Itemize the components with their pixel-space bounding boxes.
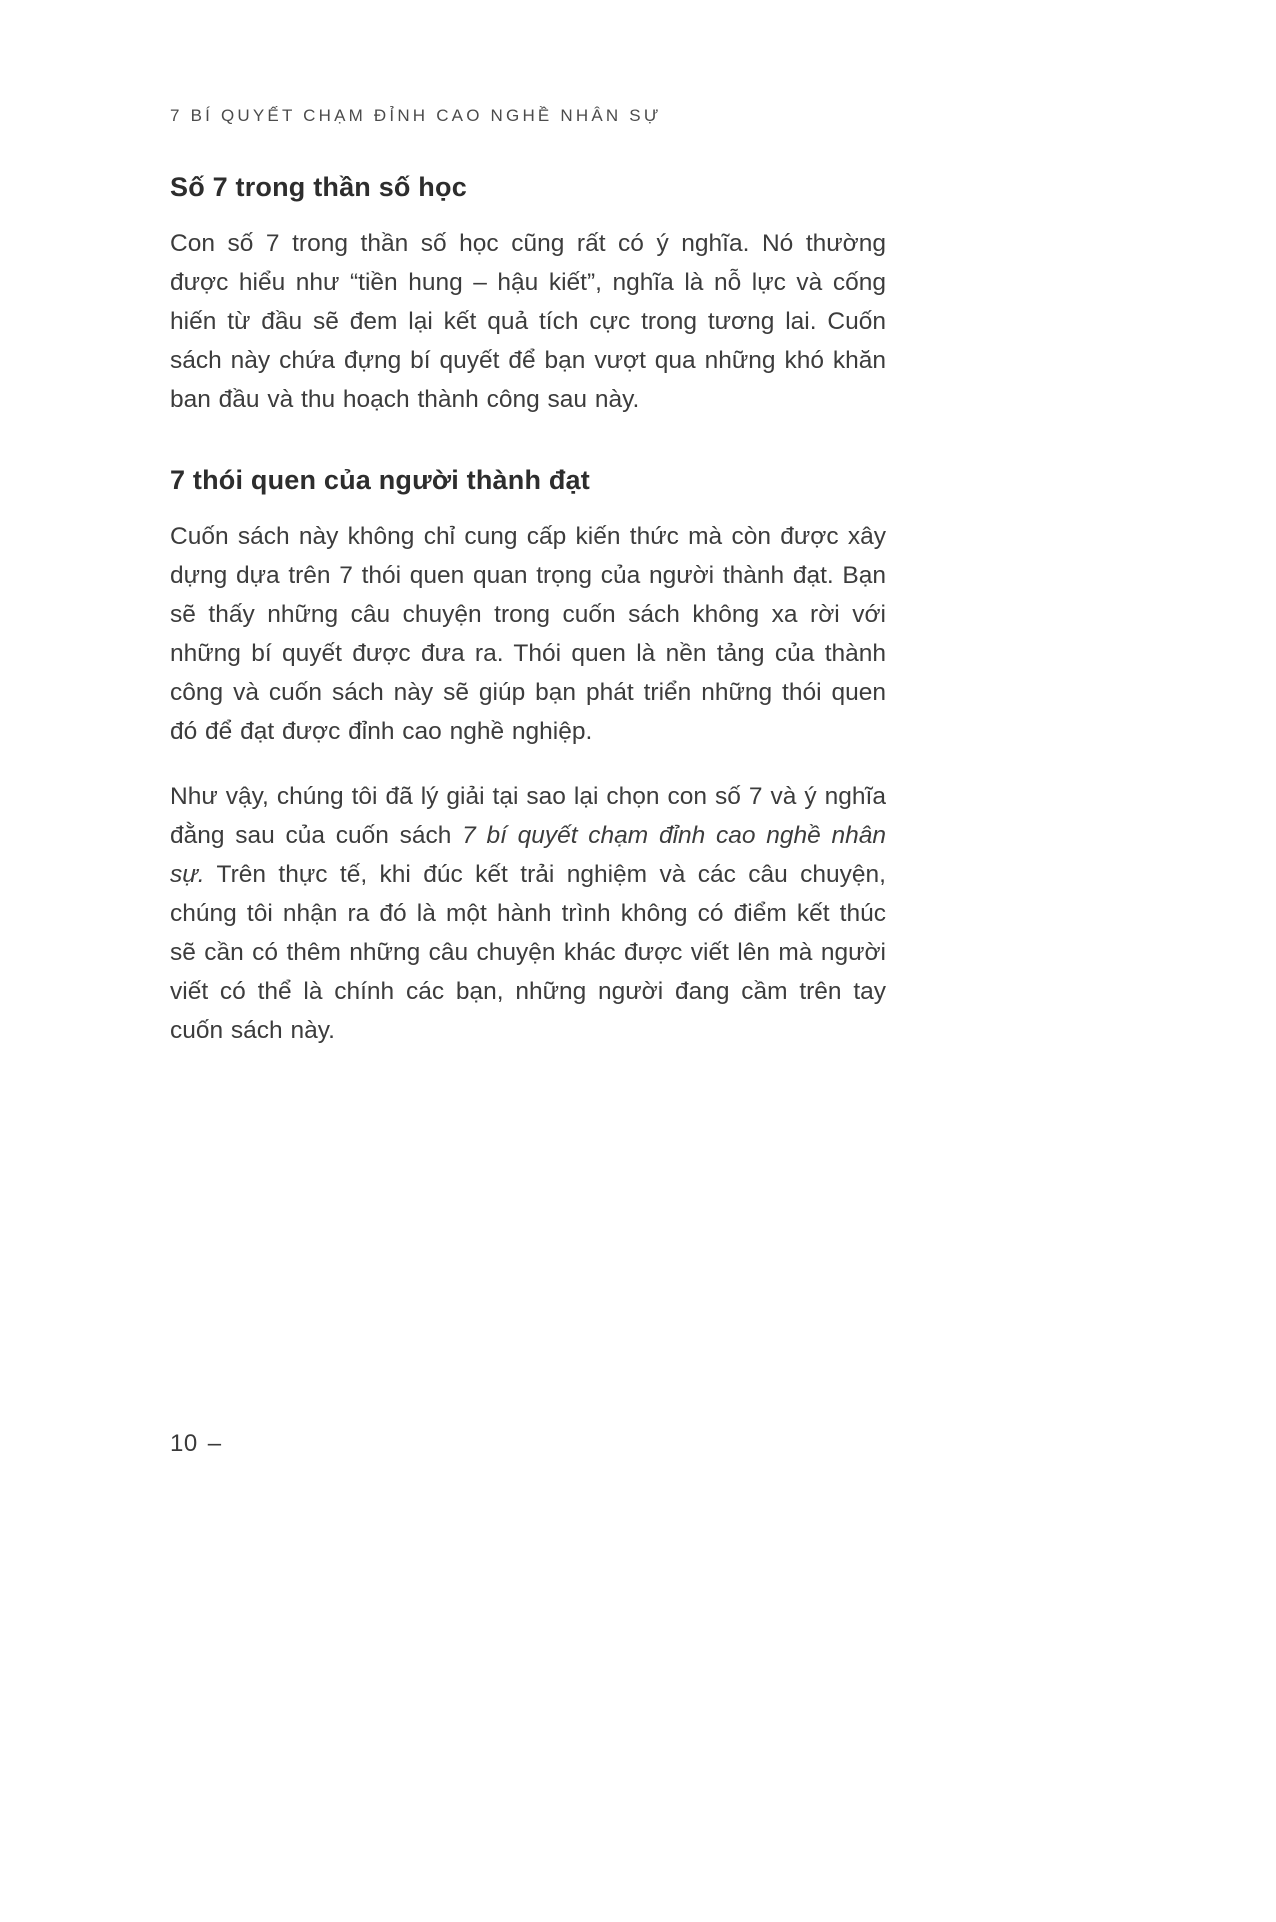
page-footer (170, 1430, 222, 1458)
paragraph-habits: Cuốn sách này không chỉ cung cấp kiến thức mà còn được xây dựng dựa trên 7 thói quen quan trọng của người thành đạt. Bạn sẽ thấy những câu chuyện trong cuốn sách không xa rời với những bí quyết được đưa ra. Thói quen là nền tảng của thành công và cuốn sách này sẽ giúp bạn phát triển những thói quen đó để đạt được đỉnh cao nghề nghiệp. (170, 523, 886, 745)
closing-text-before: Như vậy, chúng tôi đã lý giải tại sao lại chọn con số 7 và ý nghĩa đằng sau của cuốn sách (170, 783, 886, 849)
closing-text-after: Trên thực tế, khi đúc kết trải nghiệm và các câu chuyện, chúng tôi nhận ra đó là một hành trình không có điểm kết thúc sẽ cần có thêm những câu chuyện khác được viết lên mà người viết có thể là chính các bạn, những người đang cầm trên tay cuốn sách này. (170, 861, 886, 1044)
footer-dash: – (207, 1430, 222, 1457)
section-heading-numerology: Số 7 trong thần số học (170, 172, 467, 202)
paragraph-numerology: Con số 7 trong thần số học cũng rất có ý nghĩa. Nó thường được hiểu như “tiền hung – hậu kiết”, nghĩa là nỗ lực và cống hiến từ đầu sẽ đem lại kết quả tích cực trong tương lai. Cuốn sách này chứa đựng bí quyết để bạn vượt qua những khó khăn ban đầu và thu hoạch thành công sau này. (170, 230, 886, 413)
book-title-italic: 7 bí quyết chạm đỉnh cao nghề nhân sự. (170, 822, 886, 888)
running-head: 7 BÍ QUYẾT CHẠM ĐỈNH CAO NGHỀ NHÂN SỰ (170, 106, 662, 125)
paragraph-closing (170, 777, 886, 1050)
page-number: 10 (170, 1430, 198, 1457)
section-heading-habits: 7 thói quen của người thành đạt (170, 465, 590, 495)
page-content (170, 106, 886, 1076)
